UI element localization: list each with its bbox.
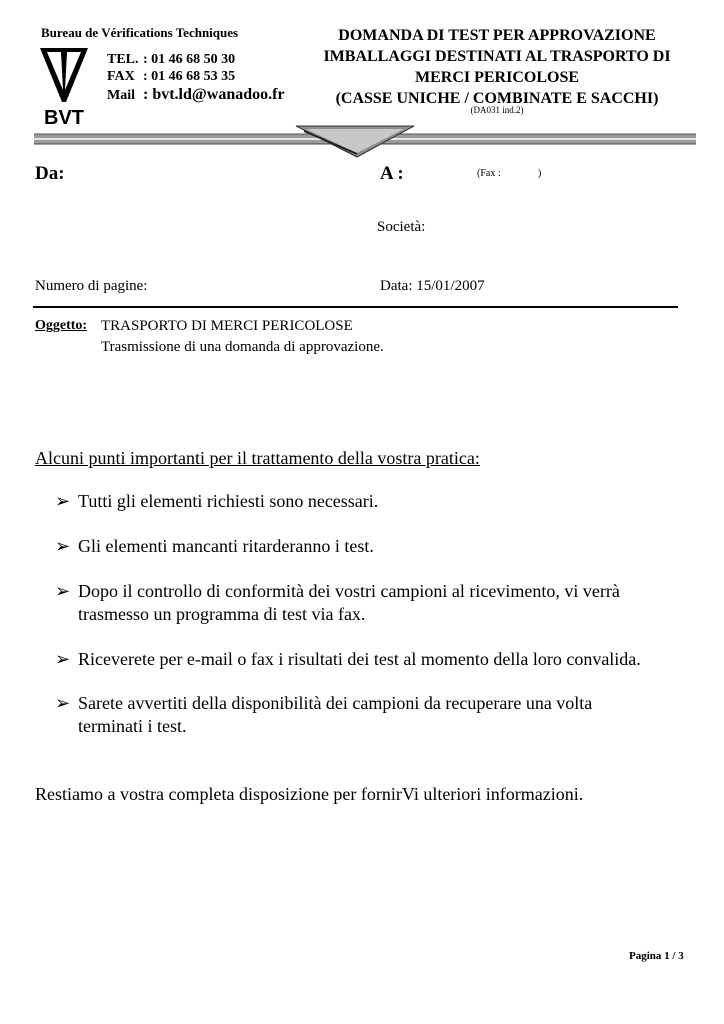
logo-text: BVT: [44, 107, 84, 126]
to-label: A :: [380, 163, 404, 184]
from-label: Da:: [35, 163, 65, 184]
subject-line-2: Trasmissione di una domanda di approvazione.: [101, 339, 384, 355]
list-item-text: Sarete avvertiti della disponibilità dei campioni da recuperare una volta: [78, 693, 593, 713]
company-field-label: Società:: [377, 219, 426, 235]
arrow-bullet-icon: ➢: [55, 581, 71, 601]
mail-row: [107, 86, 285, 104]
list-item-text: trasmesso un programma di test via fax.: [78, 604, 366, 624]
list-item-text: Riceverete per e-mail o fax i risultati dei test al momento della loro convalida.: [78, 649, 641, 669]
document-code: (DA031 ind.2): [470, 105, 524, 115]
document-title: [300, 25, 694, 109]
company-name: Bureau de Vérifications Techniques: [41, 25, 239, 40]
title-line: DOMANDA DI TEST PER APPROVAZIONE: [338, 27, 656, 44]
title-line: MERCI PERICOLOSE: [414, 69, 580, 86]
arrow-bullet-icon: ➢: [55, 491, 71, 511]
date-line: Data: 15/01/2007: [380, 278, 485, 294]
divider-line: [33, 306, 678, 308]
header-divider: [0, 124, 724, 160]
list-item-text: Dopo il controllo di conformità dei vostri campioni al ricevimento, vi verrà: [78, 581, 620, 601]
bvt-logo: [38, 44, 90, 126]
intro-heading: Alcuni punti importanti per il trattamento della vostra pratica:: [35, 448, 480, 468]
subject-line-1: TRASPORTO DI MERCI PERICOLOSE: [101, 318, 353, 334]
arrow-bullet-icon: ➢: [55, 536, 71, 556]
title-line: IMBALLAGGI DESTINATI AL TRASPORTO DI: [323, 48, 671, 65]
mail-label: Mail: [107, 88, 135, 103]
fax-row: [107, 69, 235, 85]
closing-sentence: Restiamo a vostra completa disposizione per fornirVi ulteriori informazioni.: [35, 784, 584, 804]
page-number: Pagina 1 / 3: [629, 950, 684, 962]
list-item-text: terminati i test.: [78, 716, 187, 736]
phone-row: [107, 52, 235, 68]
fax-label: FAX: [107, 69, 135, 84]
list-item-text: Tutti gli elementi richiesti sono necessari.: [78, 491, 379, 511]
title-line: (CASSE UNICHE / COMBINATE E SACCHI): [335, 90, 659, 107]
phone-value: : 01 46 68 50 30: [143, 52, 236, 67]
arrow-bullet-icon: ➢: [55, 649, 71, 669]
list-item-text: Gli elementi mancanti ritarderanno i test.: [78, 536, 374, 556]
subject-label: Oggetto:: [35, 318, 88, 333]
fax-value: : 01 46 68 53 35: [143, 69, 236, 84]
page-count-label: Numero di pagine:: [35, 278, 148, 294]
arrow-bullet-icon: ➢: [55, 693, 71, 713]
mail-value: : bvt.ld@wanadoo.fr: [143, 86, 285, 103]
to-fax-label: (Fax :: [477, 168, 501, 179]
to-fax-close: ): [538, 168, 542, 179]
phone-label: TEL.: [107, 52, 139, 67]
